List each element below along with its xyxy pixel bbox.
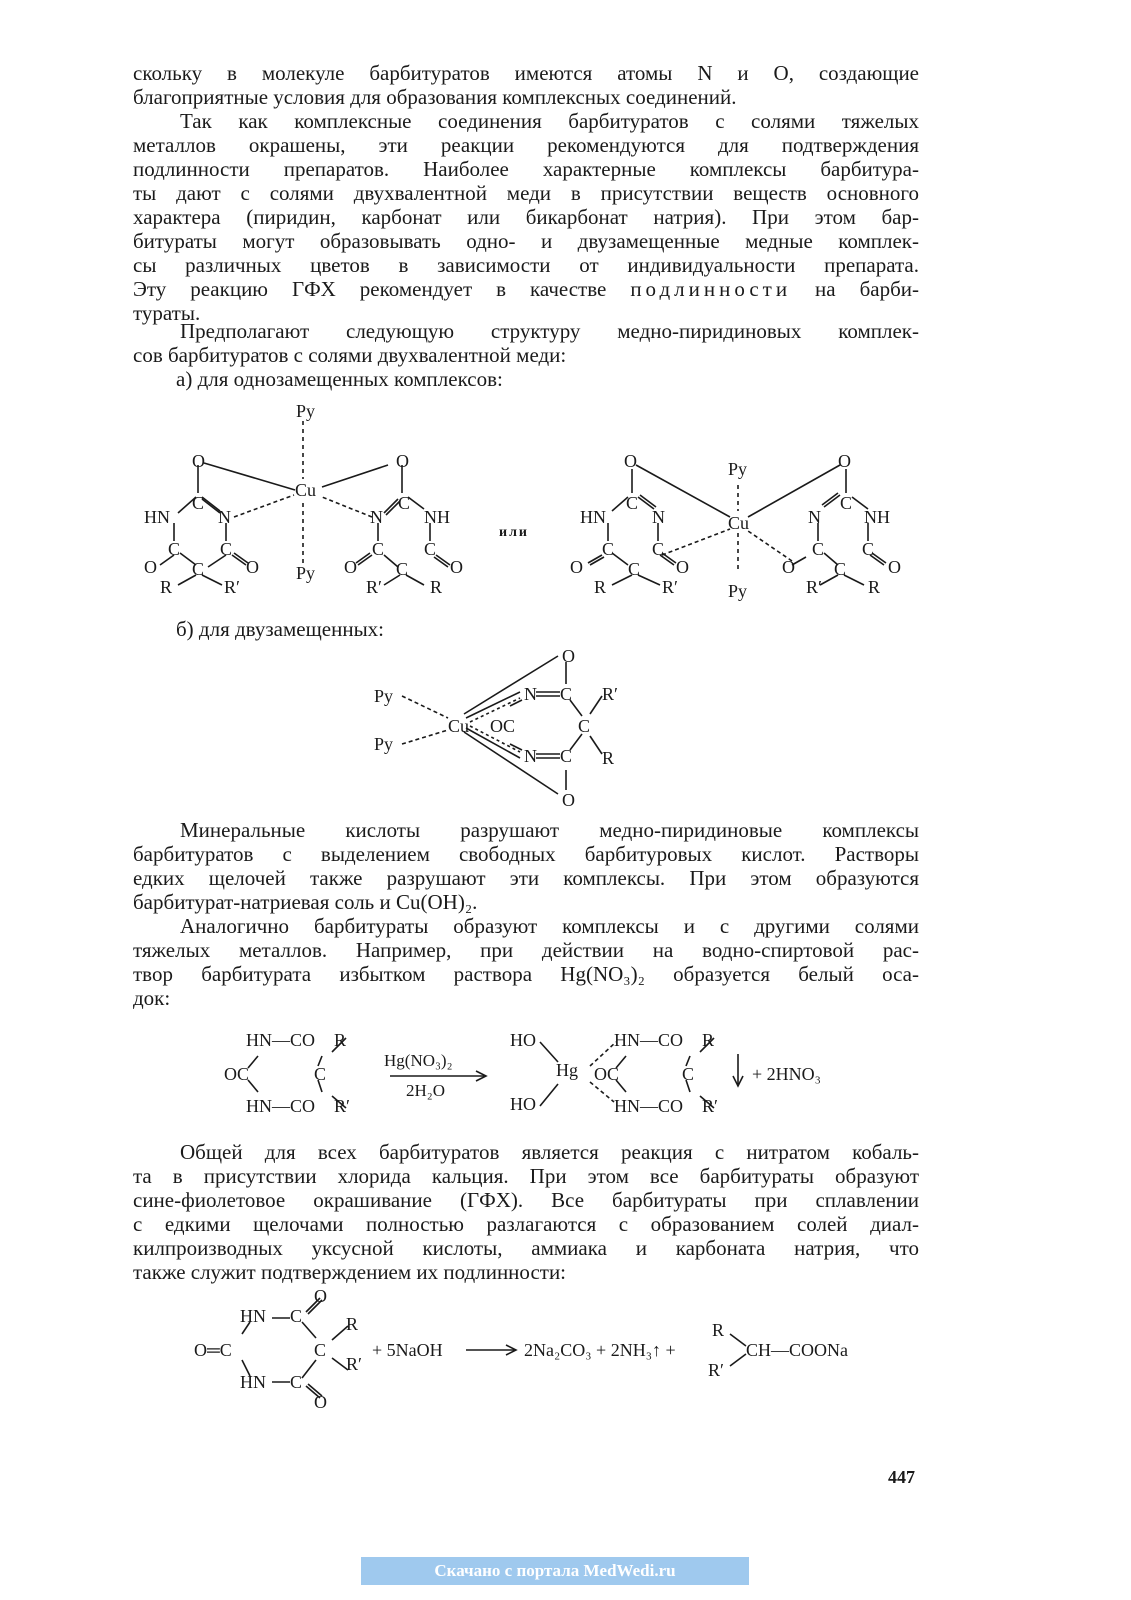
atom-hn: HN — [144, 507, 170, 527]
text-line: ты дают с солями двухвалентной меди в присутствии веществ основного — [133, 181, 919, 205]
substituent-r: R — [594, 577, 607, 597]
substituent-r-prime: R′ — [702, 1096, 718, 1116]
text-line: килпроизводных уксусной кислоты, аммиака и карбоната натрия, что — [133, 1236, 919, 1260]
atom-n: N — [652, 507, 665, 527]
substituent-r-prime: R′ — [334, 1096, 350, 1116]
atom-c: C — [862, 539, 875, 559]
atom-c: C — [398, 493, 411, 513]
reagent-hg-nitrate: Hg(NO₃)₂ — [384, 1051, 453, 1070]
atom-c: C — [840, 493, 853, 513]
atom-oc: OC — [594, 1064, 620, 1084]
text-line: характера (пиридин, карбонат или бикарбонат натрия). При этом бар- — [133, 205, 919, 229]
paragraph-4 — [133, 818, 919, 914]
atom-o: O — [570, 557, 583, 577]
text-line: Общей для всех барбитуратов является реакция с нитратом кобаль- — [180, 1140, 919, 1164]
structure-di-complex — [370, 640, 650, 810]
text-line: барбитуратов с выделением свободных барбитуровых кислот. Растворы — [133, 842, 919, 866]
py-label: Py — [296, 401, 316, 421]
atom-o: O — [192, 451, 205, 471]
substituent-r-prime: R′ — [346, 1354, 362, 1374]
py-label: Py — [374, 686, 394, 706]
substituent-r: R — [602, 748, 615, 768]
atom-c: C — [372, 539, 385, 559]
substituent-r-prime: R′ — [366, 577, 382, 597]
atom-hn: HN — [240, 1372, 266, 1392]
atom-c: C — [220, 539, 233, 559]
paragraph-3 — [133, 319, 919, 367]
text-line: тураты. — [133, 301, 201, 325]
text-fragment: Эту реакцию ГФХ рекомендует в качестве — [133, 277, 631, 301]
atom-c: C — [602, 539, 615, 559]
atom-c: C — [560, 684, 573, 704]
or-word: или — [499, 525, 529, 540]
atom-c: C — [168, 539, 181, 559]
atom-nh: NH — [424, 507, 450, 527]
atom-o: O — [782, 557, 795, 577]
atom-nh: NH — [864, 507, 890, 527]
atom-hn-co: HN—CO — [246, 1030, 316, 1050]
text-line: Аналогично барбитураты образуют комплексы и с другими солями — [180, 914, 919, 938]
atom-c: C — [290, 1372, 303, 1392]
atom-c: C — [396, 559, 409, 579]
atom-c: C — [628, 559, 641, 579]
atom-c: C — [192, 493, 205, 513]
page-number: 447 — [888, 1467, 915, 1487]
text-line: сине-фиолетовое окрашивание (ГФХ). Все барбитураты при сплавлении — [133, 1188, 919, 1212]
atom-hn-co: HN—CO — [614, 1096, 684, 1116]
py-label: Py — [296, 563, 316, 583]
atom-cu: Cu — [448, 716, 470, 736]
atom-oc: OC — [224, 1064, 250, 1084]
substituent-r-prime: R′ — [602, 684, 618, 704]
atom-o: O — [144, 557, 157, 577]
substituent-r-prime: R′ — [224, 577, 240, 597]
substituent-r: R — [868, 577, 881, 597]
atom-oc: OC — [490, 716, 516, 736]
atom-o: O — [562, 646, 575, 666]
atom-n: N — [524, 684, 537, 704]
atom-o: O — [314, 1288, 327, 1306]
atom-o: O — [888, 557, 901, 577]
atom-o: O — [344, 557, 357, 577]
atom-hn: HN — [580, 507, 606, 527]
atom-c: C — [834, 559, 847, 579]
atom-o: O — [562, 790, 575, 810]
atom-hn-co: HN—CO — [614, 1030, 684, 1050]
atom-c: C — [812, 539, 825, 559]
atom-n: N — [370, 507, 383, 527]
text-line: барбитурат-натриевая соль и Cu(OH)₂. — [133, 890, 478, 914]
text-line: тяжелых металлов. Например, при действии на водно-спиртовой рас- — [133, 938, 919, 962]
substituent-r-prime: R′ — [806, 577, 822, 597]
reaction-mercury — [222, 1020, 902, 1120]
atom-c: C — [578, 716, 591, 736]
reagent-naoh: + 5NaOH — [372, 1340, 443, 1360]
text-line: скольку в молекуле барбитуратов имеются атомы N и O, создающие — [133, 61, 919, 85]
atom-c: C — [192, 559, 205, 579]
atom-c: C — [314, 1340, 327, 1360]
atom-c: C — [424, 539, 437, 559]
atom-n: N — [218, 507, 231, 527]
text-line: с едкими щелочами полностью разлагаются с образованием солей диал- — [133, 1212, 919, 1236]
substituent-r-prime: R′ — [662, 577, 678, 597]
label-b: б) для двузамещенных: — [176, 617, 385, 641]
structure-mono-complex-1 — [130, 395, 480, 605]
py-label: Py — [728, 459, 748, 479]
substituent-r: R — [430, 577, 443, 597]
reaction-alkali-fusion — [190, 1288, 870, 1416]
product-hno3: + 2HNO₃ — [752, 1064, 821, 1084]
atom-hn-co: HN—CO — [246, 1096, 316, 1116]
atom-o: O — [314, 1392, 327, 1412]
atom-n: N — [524, 746, 537, 766]
atom-o: O — [450, 557, 463, 577]
atom-o-eq-c: O═C — [194, 1340, 232, 1360]
atom-o: O — [624, 451, 637, 471]
substituent-r: R — [334, 1030, 347, 1050]
substituent-r: R — [712, 1320, 725, 1340]
text-line: Так как комплексные соединения барбитуратов с солями тяжелых — [180, 109, 919, 133]
text-line: Минеральные кислоты разрушают медно-пиридиновые комплексы — [180, 818, 919, 842]
text-line: едких щелочей также разрушают эти комплексы. При этом образуются — [133, 866, 919, 890]
atom-c: C — [682, 1064, 695, 1084]
atom-hn: HN — [240, 1306, 266, 1326]
atom-o: O — [396, 451, 409, 471]
text-line — [133, 277, 919, 301]
atom-c: C — [314, 1064, 327, 1084]
paragraph-5 — [133, 914, 919, 1010]
group-ho: HO — [510, 1030, 536, 1050]
substituent-r-prime: R′ — [708, 1360, 724, 1380]
atom-hg: Hg — [556, 1060, 578, 1080]
substituent-r: R — [702, 1030, 715, 1050]
product-acetate: CH—COONa — [746, 1340, 848, 1360]
text-line: твор барбитурата избытком раствора Hg(NO₃)₂ образуется белый оса- — [133, 962, 919, 986]
atom-o: O — [838, 451, 851, 471]
substituent-r: R — [160, 577, 173, 597]
text-line: битураты могут образовывать одно- и двузамещенные медные комплек- — [133, 229, 919, 253]
products: 2Na₂CO₃ + 2NH₃↑ + — [524, 1340, 676, 1360]
py-label: Py — [374, 734, 394, 754]
text-line: Предполагают следующую структуру медно-пиридиновых комплек- — [180, 319, 919, 343]
text-line: подлинности препаратов. Наиболее характерные комплексы барбитура- — [133, 157, 919, 181]
substituent-r: R — [346, 1314, 359, 1334]
text-line: металлов окрашены, эти реакции рекомендуются для подтверждения — [133, 133, 919, 157]
py-label: Py — [728, 581, 748, 601]
paragraph-1 — [133, 61, 919, 109]
paragraph-2 — [133, 109, 919, 325]
download-banner[interactable]: Скачано с портала MedWedi.ru — [361, 1557, 749, 1585]
text-line: та в присутствии хлорида кальция. При этом все барбитураты образуют — [133, 1164, 919, 1188]
atom-c: C — [290, 1306, 303, 1326]
text-line: сы различных цветов в зависимости от индивидуальности препарата. — [133, 253, 919, 277]
atom-c: C — [626, 493, 639, 513]
label-a: а) для однозамещенных комплексов: — [176, 367, 503, 391]
atom-o: O — [676, 557, 689, 577]
atom-c: C — [560, 746, 573, 766]
text-line: благоприятные условия для образования комплексных соединений. — [133, 85, 737, 109]
text-line: док: — [133, 986, 171, 1010]
text-line: сов барбитуратов с солями двухвалентной меди: — [133, 343, 567, 367]
atom-o: O — [246, 557, 259, 577]
paragraph-6 — [133, 1140, 919, 1284]
text-line: также служит подтверждением их подлинности: — [133, 1260, 567, 1284]
text-fragment: на барби- — [791, 277, 919, 301]
atom-cu: Cu — [728, 513, 750, 533]
emphasis-spaced: подлинности — [630, 277, 792, 301]
atom-c: C — [652, 539, 665, 559]
structure-mono-complex-2 — [566, 445, 916, 605]
atom-cu: Cu — [295, 480, 317, 500]
group-ho: HO — [510, 1094, 536, 1114]
reagent-water: 2H₂O — [406, 1081, 445, 1100]
atom-n: N — [808, 507, 821, 527]
